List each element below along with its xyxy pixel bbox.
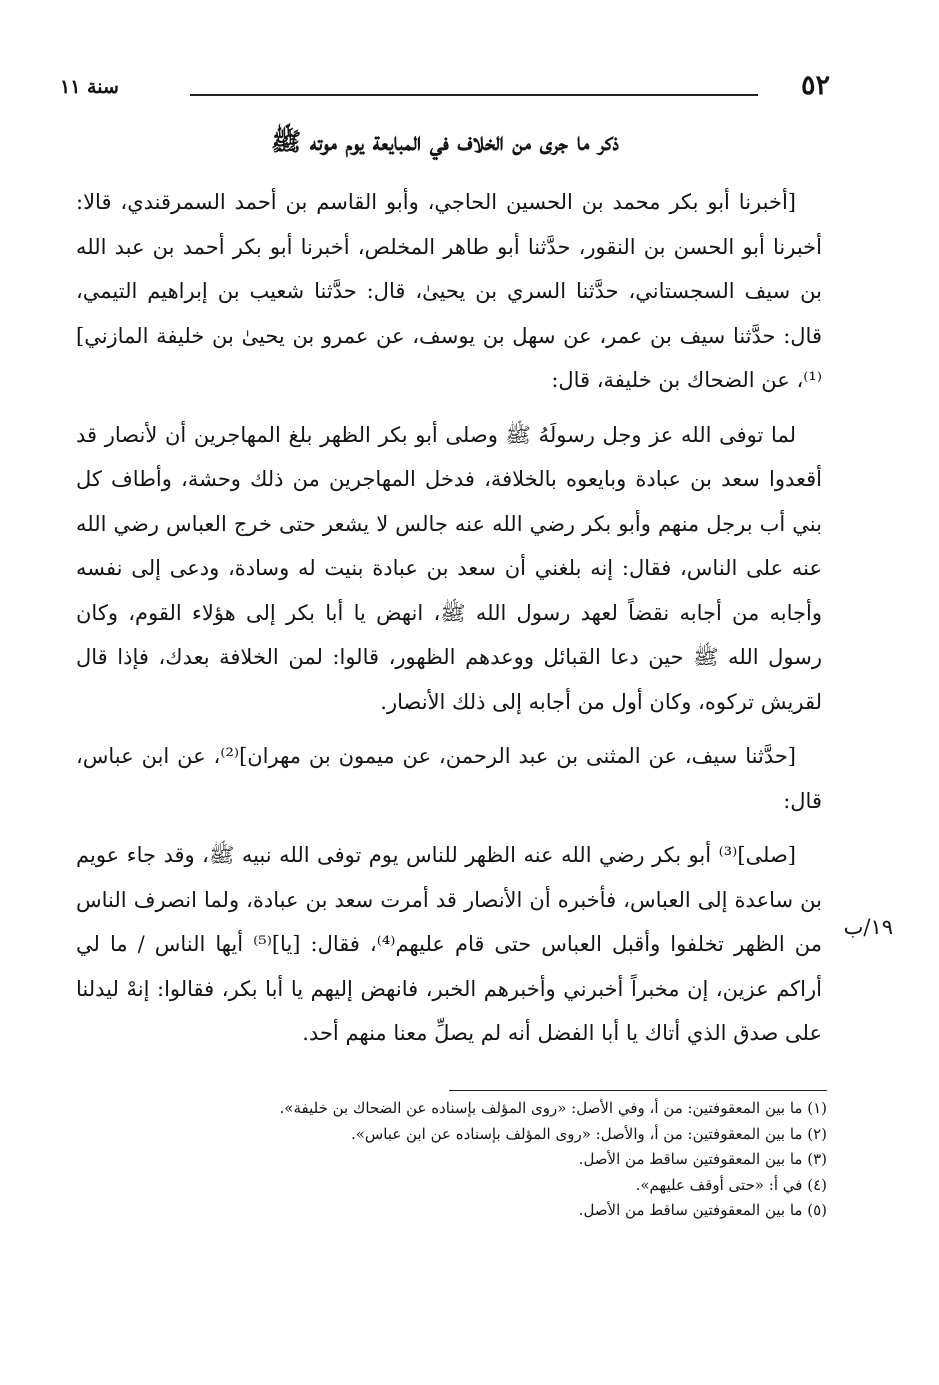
folio-marker: ١٩/ب xyxy=(843,915,893,939)
text-line: [أخبرنا أبو بكر محمد بن الحسين الحاجي، وأبو القاسم بن أحمد السمرقندي، xyxy=(120,190,796,214)
text-line: التيمي، قال: حدَّثنا سيف بن عمر، عن سهل بن يوسف، عن عمرو بن يحيىٰ بن xyxy=(76,279,822,348)
page-number: ٥٢ xyxy=(800,70,830,101)
footnote-2: (٢) ما بين المعقوفتين: من أ، والأصل: «روى المؤلف بإسناده عن ابن عباس». xyxy=(350,1124,827,1143)
text-line: نفسه وأجابه من أجابه نقضاً لعهد رسول الله ﷺ، انهض يا أبا بكر إلى هؤلاء القوم، xyxy=(76,556,822,625)
text-line: عبد الله بن سيف السجستاني، حدَّثنا السري بن يحيىٰ، قال: حدَّثنا شعيب بن إبراهيم xyxy=(76,234,822,303)
page-header xyxy=(60,70,830,110)
text-line: وكان رسول الله ﷺ حين دعا القبائل ووعدهم الظهور، قالوا: لمن الخلافة بعدك، فإذا xyxy=(76,600,822,669)
header-rule xyxy=(190,94,758,96)
footnote-rule xyxy=(449,1090,827,1091)
text-line: [حدَّثنا سيف، عن المثنى بن عبد الرحمن، عن ميمون بن مهران]⁽²⁾، عن ابن xyxy=(141,744,796,768)
main-text xyxy=(76,180,822,1066)
text-line: لي أراكم عزين، إن مخبراً أخبرني وأخبرهم الخبر، فانهض إليهم يا أبا بكر، فقالوا: إنهْ xyxy=(76,932,822,1001)
text-line: [صلى]⁽³⁾ أبو بكر رضي الله عنه الظهر للناس يوم توفى الله نبيه ﷺ، وقد جاء xyxy=(126,843,796,867)
text-line: قالا: أخبرنا أبو الحسن بن النقور، حدَّثنا أبو طاهر المخلص، أخبرنا أبو بكر أحمد بن xyxy=(76,190,822,259)
paragraph-isnad-1 xyxy=(76,180,822,403)
text-line: وأطاف كل بني أب برجل منهم وأبو بكر رضي الله عنه جالس لا يشعر حتى خرج العباس xyxy=(76,467,822,536)
text-line: عباس، قال: xyxy=(76,744,822,813)
paragraph-narration-2 xyxy=(76,833,822,1056)
footnotes xyxy=(107,1096,827,1224)
paragraph-narration-1 xyxy=(76,413,822,725)
text-line: قال لقريش تركوه، وكان أول من أجابه إلى ذلك الأنصار. xyxy=(76,645,822,714)
footnote-1: (١) ما بين المعقوفتين: من أ، وفي الأصل: «روى المؤلف بإسناده عن الضحاك بن خليفة». xyxy=(279,1099,827,1117)
text-line: لأنصار قد أقعدوا سعد بن عبادة وبايعوه بالخلافة، فدخل المهاجرين من ذلك وحشة، xyxy=(76,422,822,491)
footnote-5: (٥) ما بين المعقوفتين ساقط من الأصل. xyxy=(578,1201,827,1219)
text-line: الناس من الظهر تخلفوا وأقبل العباس حتى قام عليهم⁽⁴⁾، فقال: [يا]⁽⁵⁾ أيها الناس / ما xyxy=(76,887,822,956)
text-line: عويم بن ساعدة إلى العباس، فأخبره أن الأنصار قد أمرت سعد بن عبادة، ولما انصرف xyxy=(76,843,822,912)
text-line: رضي الله عنه على الناس، فقال: إنه بلغني أن سعد بن عبادة بنيت له وسادة، ودعى إلى xyxy=(76,511,822,580)
footnote-3: (٣) ما بين المعقوفتين ساقط من الأصل. xyxy=(578,1150,827,1168)
paragraph-isnad-2 xyxy=(76,734,822,823)
text-line: ليدلنا على صدق الذي أتاك يا أبا الفضل أنه لم يصلِّ معنا منهم أحد. xyxy=(76,976,822,1045)
text-line: خليفة المازني]⁽¹⁾، عن الضحاك بن خليفة، قال: xyxy=(76,323,822,392)
footnote-4: (٤) في أ: «حتى أوقف عليهم». xyxy=(635,1175,827,1194)
text-line: لما توفى الله عز وجل رسولَهُ ﷺ وصلى أبو بكر الظهر بلغ المهاجرين أن xyxy=(165,422,796,447)
running-head: سنة ١١ xyxy=(60,76,119,98)
chapter-title: ذكر ما جرى من الخلاف في المبايعة يوم موته ﷺ xyxy=(271,127,619,156)
